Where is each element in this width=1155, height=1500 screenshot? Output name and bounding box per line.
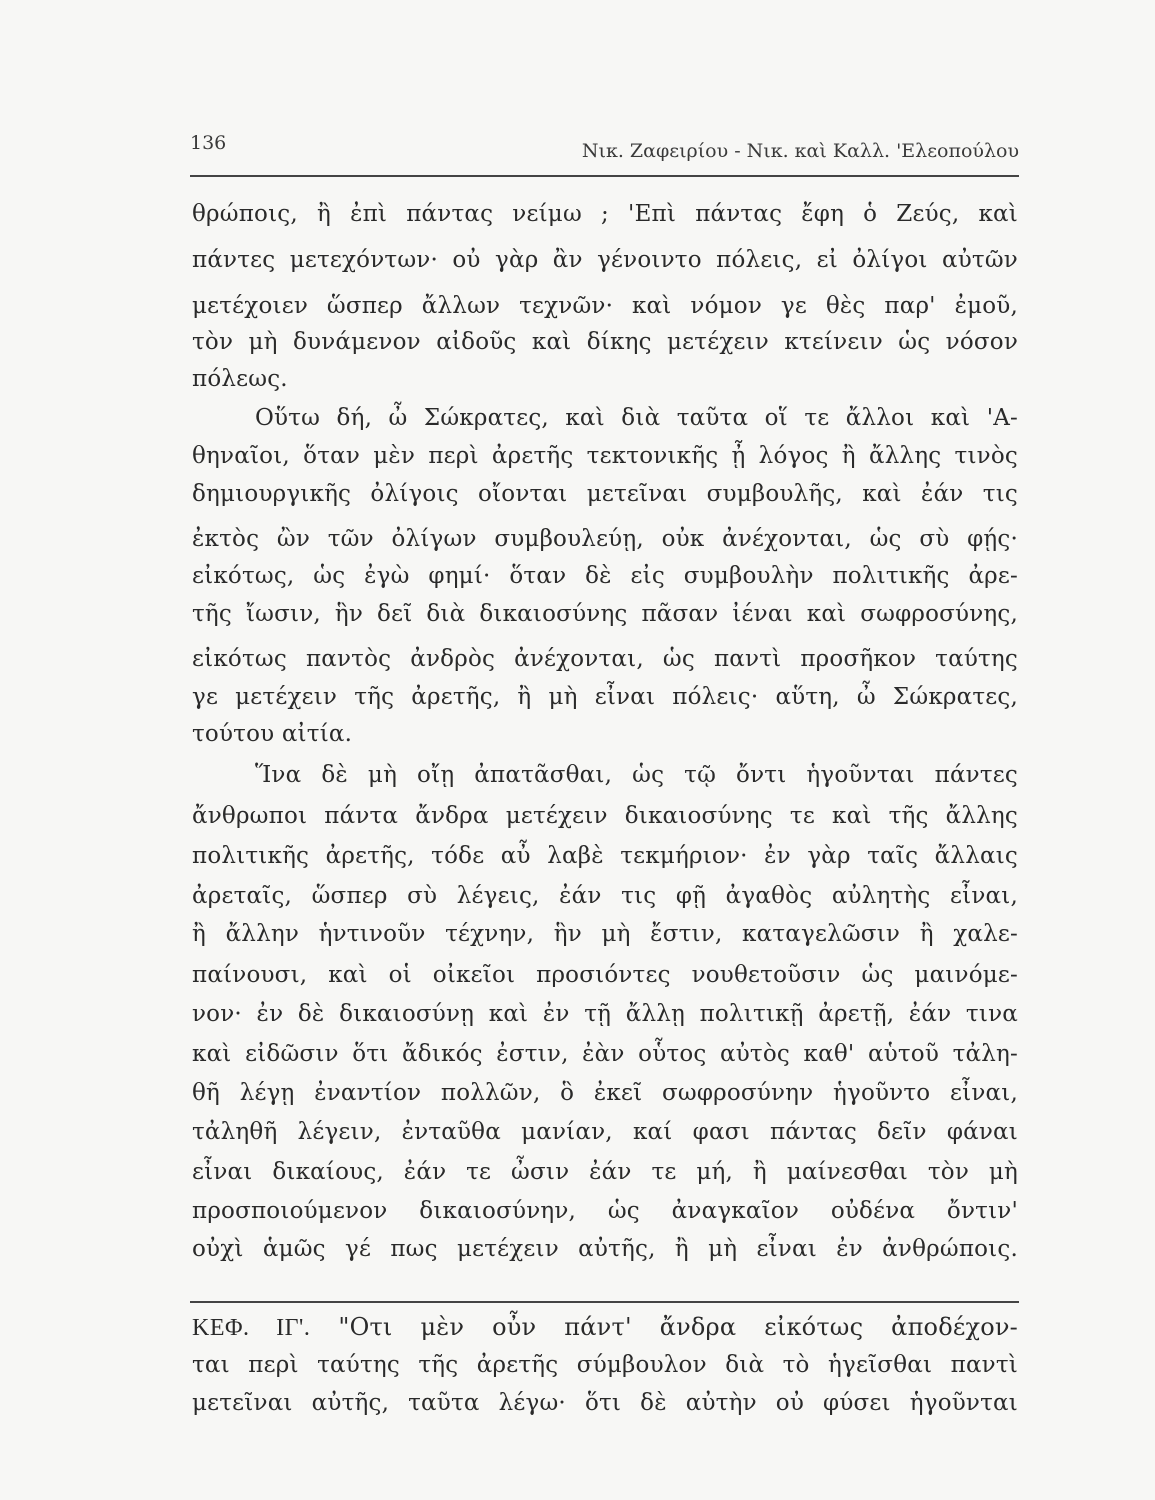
text-line: πάντες μετεχόντων· οὐ γὰρ ἂν γένοιντο πόλεις, εἰ ὀλίγοι αὐτῶν bbox=[192, 247, 1018, 273]
text-line: καὶ εἰδῶσιν ὅτι ἄδικός ἐστιν, ἐὰν οὗτος αὐτὸς καθ' αὑτοῦ τἀλη- bbox=[192, 1041, 1018, 1067]
text-line: τἀληθῆ λέγειν, ἐνταῦθα μανίαν, καί φασι πάντας δεῖν φάναι bbox=[192, 1119, 1018, 1145]
text-line: παίνουσι, καὶ οἱ οἰκεῖοι προσιόντες νουθετοῦσιν ὡς μαινόμε- bbox=[192, 962, 1018, 988]
text-line: τῆς ἴωσιν, ἣν δεῖ διὰ δικαιοσύνης πᾶσαν ἰέναι καὶ σωφροσύνης, bbox=[192, 601, 1018, 627]
text-line: "Οτι μὲν οὖν πάντ' ἄνδρα εἰκότως ἀποδέχον- bbox=[338, 1313, 1018, 1341]
text-line: πολιτικῆς ἀρετῆς, τόδε αὖ λαβὲ τεκμήριον· ἐν γὰρ ταῖς ἄλλαις bbox=[192, 843, 1018, 869]
text-line: θηναῖοι, ὅταν μὲν περὶ ἀρετῆς τεκτονικῆς ᾖ λόγος ἢ ἄλλης τινὸς bbox=[192, 443, 1018, 469]
text-line: εἶναι δικαίους, ἐάν τε ὦσιν ἐάν τε μή, ἢ μαίνεσθαι τὸν μὴ bbox=[192, 1159, 1018, 1185]
text-line: οὐχὶ ἁμῶς γέ πως μετέχειν αὐτῆς, ἢ μὴ εἶναι ἐν ἀνθρώποις. bbox=[192, 1236, 1018, 1262]
text-line: δημιουργικῆς ὀλίγοις οἴονται μετεῖναι συμβουλῆς, καὶ ἐάν τις bbox=[192, 481, 1018, 507]
text-line: πόλεως. bbox=[192, 366, 288, 392]
text-line: τὸν μὴ δυνάμενον αἰδοῦς καὶ δίκης μετέχειν κτείνειν ὡς νόσον bbox=[192, 329, 1018, 355]
text-line: ἄνθρωποι πάντα ἄνδρα μετέχειν δικαιοσύνης τε καὶ τῆς ἄλλης bbox=[192, 803, 1018, 829]
running-title: Νικ. Ζαφειρίου - Νικ. καὶ Καλλ. 'Ελεοπούλου bbox=[581, 140, 1019, 162]
text-line: ἢ ἄλλην ἡντινοῦν τέχνην, ἣν μὴ ἔστιν, καταγελῶσιν ἢ χαλε- bbox=[192, 921, 1018, 947]
text-line: ται περὶ ταύτης τῆς ἀρετῆς σύμβουλον διὰ τὸ ἡγεῖσθαι παντὶ bbox=[192, 1352, 1018, 1378]
page-number: 136 bbox=[190, 132, 227, 154]
section-divider bbox=[190, 1301, 1019, 1303]
text-line: ἐκτὸς ὢν τῶν ὀλίγων συμβουλεύῃ, οὐκ ἀνέχονται, ὡς σὺ φῄς· bbox=[192, 526, 1018, 552]
text-line: εἰκότως, ὡς ἐγὼ φημί· ὅταν δὲ εἰς συμβουλὴν πολιτικῆς ἀρε- bbox=[192, 563, 1018, 589]
text-line: εἰκότως παντὸς ἀνδρὸς ἀνέχονται, ὡς παντὶ προσῆκον ταύτης bbox=[192, 646, 1018, 672]
text-line: Ἵνα δὲ μὴ οἴῃ ἀπατᾶσθαι, ὡς τῷ ὄντι ἡγοῦνται πάντες bbox=[255, 762, 1018, 788]
text-line: γε μετέχειν τῆς ἀρετῆς, ἢ μὴ εἶναι πόλεις· αὕτη, ὦ Σώκρατες, bbox=[192, 684, 1018, 710]
chapter-heading: ΚΕΦ. ΙΓ'. bbox=[192, 1315, 311, 1341]
text-line: μετεῖναι αὐτῆς, ταῦτα λέγω· ὅτι δὲ αὐτὴν οὐ φύσει ἡγοῦνται bbox=[192, 1390, 1018, 1416]
text-line: μετέχοιεν ὥσπερ ἄλλων τεχνῶν· καὶ νόμον γε θὲς παρ' ἐμοῦ, bbox=[192, 293, 1018, 319]
text-line: Οὕτω δή, ὦ Σώκρατες, καὶ διὰ ταῦτα οἵ τε ἄλλοι καὶ 'Α- bbox=[255, 405, 1018, 431]
text-line: νον· ἐν δὲ δικαιοσύνῃ καὶ ἐν τῇ ἄλλῃ πολιτικῇ ἀρετῇ, ἐάν τινα bbox=[192, 1001, 1018, 1027]
text-line: θρώποις, ἢ ἐπὶ πάντας νείμω ; 'Επὶ πάντας ἔφη ὁ Ζεύς, καὶ bbox=[192, 201, 1018, 227]
text-line: προσποιούμενον δικαιοσύνην, ὡς ἀναγκαῖον οὐδένα ὄντιν' bbox=[192, 1198, 1018, 1224]
text-line: τούτου αἰτία. bbox=[192, 721, 353, 747]
text-line: θῆ λέγῃ ἐναντίον πολλῶν, ὃ ἐκεῖ σωφροσύνην ἡγοῦντο εἶναι, bbox=[192, 1080, 1018, 1106]
chapter-first-line bbox=[192, 1310, 1018, 1344]
text-line: ἀρεταῖς, ὥσπερ σὺ λέγεις, ἐάν τις φῇ ἀγαθὸς αὐλητὴς εἶναι, bbox=[192, 883, 1018, 909]
header-rule bbox=[190, 175, 1019, 177]
